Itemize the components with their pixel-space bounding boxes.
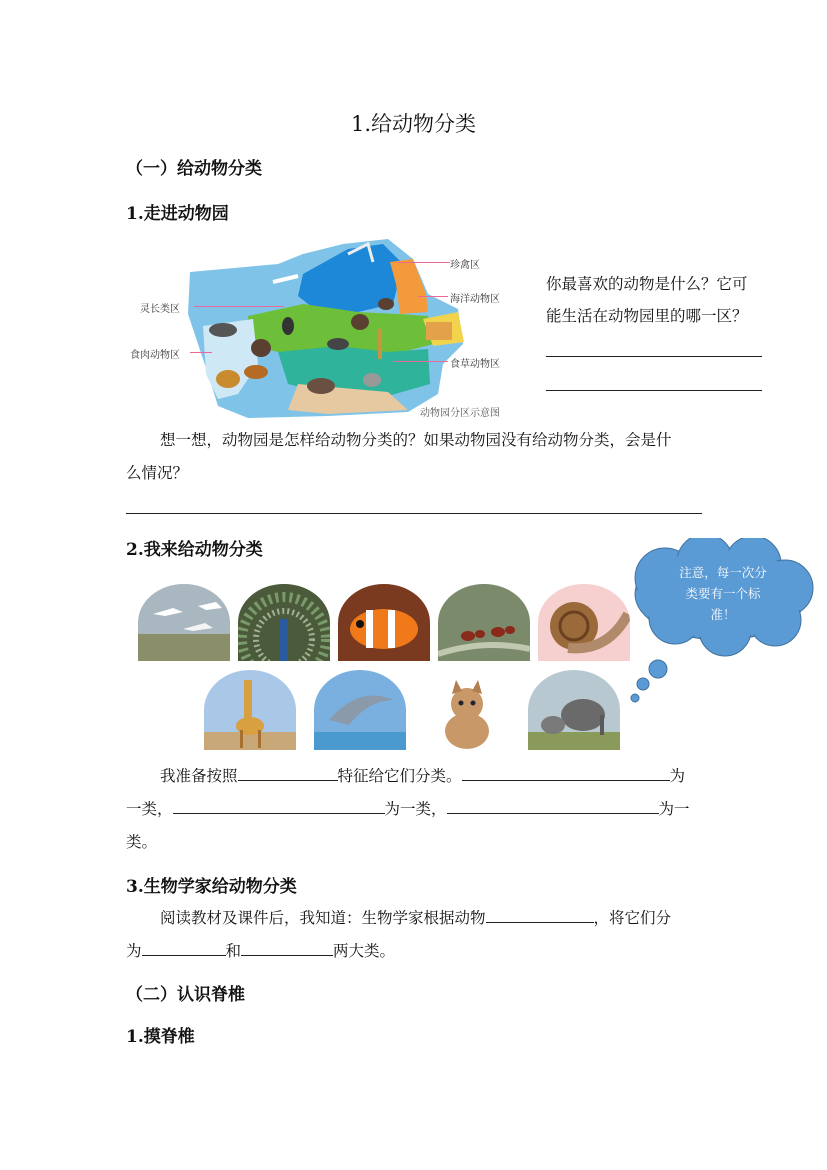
- biologist-text-d: 和: [225, 942, 242, 960]
- classify-text-a: 我准备按照: [160, 767, 238, 785]
- classify-text-d: 一类，: [126, 800, 173, 818]
- map-label-rare-birds: 珍禽区: [450, 260, 480, 271]
- section-heading-1: （一）给动物分类: [126, 159, 262, 179]
- map-label-carnivores: 食肉动物区: [130, 350, 180, 361]
- classify-line-2: [126, 793, 690, 826]
- classify-line-1: [160, 760, 685, 793]
- group-blank-1[interactable]: [462, 762, 670, 781]
- classify-text-e: 为一类，: [384, 800, 447, 818]
- ant-photo: [438, 584, 530, 661]
- cloud-text-line-2: 类要有一个标: [685, 586, 761, 601]
- category-blank-2[interactable]: [241, 937, 333, 956]
- feature-blank[interactable]: [238, 762, 338, 781]
- zoo-map: [128, 234, 520, 420]
- think-answer-line: [126, 513, 702, 514]
- classify-text-b: 特征给它们分类。: [337, 767, 462, 785]
- snail-photo: [538, 584, 630, 661]
- clownfish-photo: [338, 584, 430, 661]
- category-blank-1[interactable]: [142, 937, 226, 956]
- giraffe-photo: [204, 670, 296, 750]
- biologist-line-2: [126, 935, 395, 968]
- part-heading-4: 1.摸脊椎: [126, 1027, 195, 1047]
- part-heading-3: 3.生物学家给动物分类: [126, 877, 297, 897]
- geese-photo: [138, 584, 230, 661]
- classify-text-g: 类。: [126, 833, 158, 851]
- part-heading-2: 2.我来给动物分类: [126, 540, 263, 560]
- cloud-text-line-3: 准！: [710, 607, 736, 622]
- group-blank-2[interactable]: [173, 795, 385, 814]
- biologist-text-c: 为: [126, 942, 142, 960]
- think-line-2: 么情况？: [126, 464, 189, 482]
- classify-text-f: 为一: [658, 800, 690, 818]
- answer-line-1: [546, 356, 762, 357]
- section-heading-2: （二）认识脊椎: [126, 985, 245, 1005]
- page-title: 1.给动物分类: [350, 112, 477, 136]
- basis-blank[interactable]: [486, 904, 594, 923]
- map-label-primates: 灵长类区: [140, 304, 180, 315]
- biologist-text-b: ，将它们分: [593, 909, 672, 927]
- peacock-photo: [238, 584, 330, 661]
- question-line-1: 你最喜欢的动物是什么？它可: [546, 275, 748, 293]
- think-line-1: 想一想，动物园是怎样给动物分类的？如果动物园没有给动物分类，会是什: [160, 431, 672, 449]
- group-blank-3[interactable]: [447, 795, 659, 814]
- map-label-marine: 海洋动物区: [450, 294, 500, 305]
- map-label-herbivores: 食草动物区: [450, 359, 500, 370]
- elephant-photo: [528, 670, 620, 750]
- biologist-text-e: 两大类。: [333, 942, 396, 960]
- part-heading-1: 1.走进动物园: [126, 204, 229, 224]
- biologist-text-a: 阅读教材及课件后，我知道：生物学家根据动物: [160, 909, 486, 927]
- biologist-line-1: [160, 902, 671, 935]
- classify-text-c: 为: [669, 767, 686, 785]
- reminder-cloud: [625, 538, 817, 708]
- kitten-photo: [432, 676, 502, 750]
- dolphin-photo: [314, 670, 406, 750]
- cloud-text-line-1: 注意，每一次分: [679, 565, 767, 580]
- answer-line-2: [546, 390, 762, 391]
- question-line-2: 能生活在动物园里的哪一区？: [546, 307, 748, 325]
- map-caption: 动物园分区示意图: [420, 408, 500, 419]
